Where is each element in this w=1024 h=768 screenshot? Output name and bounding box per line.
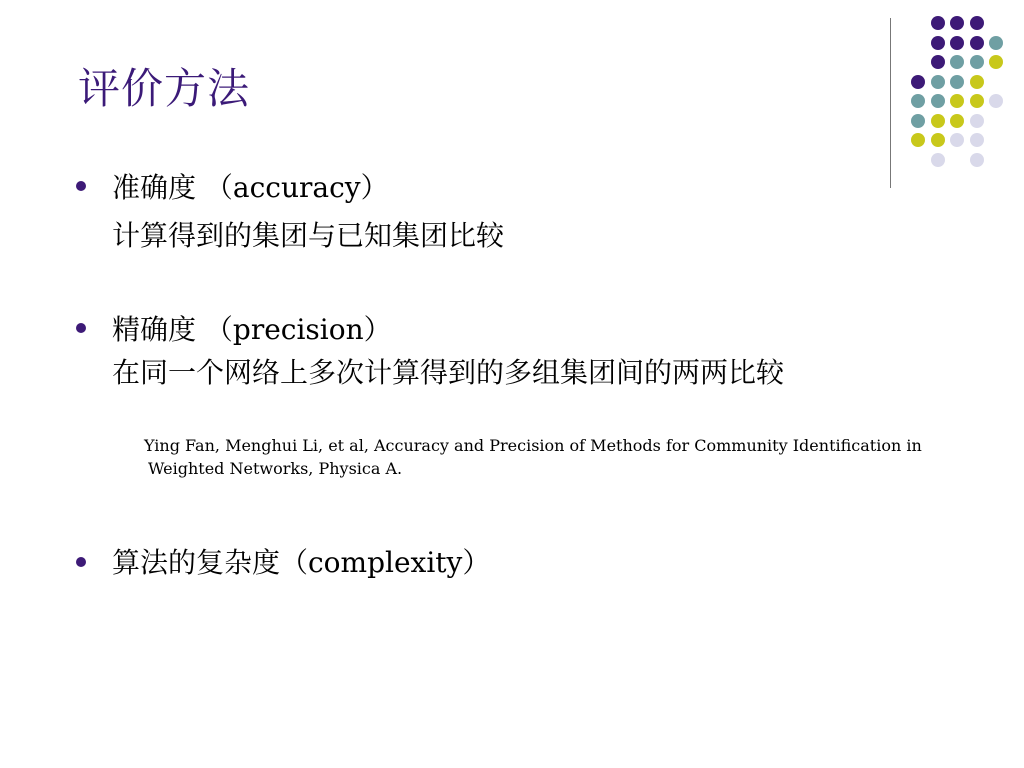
decorative-dot [970,36,984,50]
bullet-precision-label: 精确度 （precision） [112,313,392,346]
decorative-dot [989,94,1003,108]
decorative-dot [970,94,984,108]
reference-citation-line1: Ying Fan, Menghui Li, et al, Accuracy and Precision of Methods for Community Identification in [144,436,922,455]
decorative-dot [989,55,1003,69]
bullet-precision-detail: 在同一个网络上多次计算得到的多组集团间的两两比较 [112,356,785,389]
decorative-dot [931,114,945,128]
bullet-icon [76,181,86,191]
reference-citation-line2: Weighted Networks, Physica A. [148,459,403,478]
decorative-dot [970,16,984,30]
decorative-dot [950,75,964,89]
bullet-icon [76,557,86,567]
decorative-dot [931,94,945,108]
decorative-dot [950,133,964,147]
decorative-dot [950,36,964,50]
decorative-dot [931,133,945,147]
decorative-dot [970,153,984,167]
bullet-accuracy-label: 准确度 （accuracy） [112,171,389,204]
decorative-dot [931,153,945,167]
decorative-dot [970,55,984,69]
decorative-dot [911,94,925,108]
decorative-dot [989,36,1003,50]
decorative-dot [911,114,925,128]
decorative-dot [950,55,964,69]
decorative-dot [931,36,945,50]
decorative-dot [931,75,945,89]
decorative-dot [950,114,964,128]
bullet-complexity-label: 算法的复杂度（complexity） [112,546,491,579]
decorative-dot [970,114,984,128]
decorative-dot [950,16,964,30]
decorative-dot [970,133,984,147]
decorative-dot [911,75,925,89]
decorative-dot [931,55,945,69]
decorative-dot [950,94,964,108]
decorative-dot [911,133,925,147]
decorative-dot [931,16,945,30]
bullet-icon [76,323,86,333]
slide-title: 评价方法 [78,64,251,113]
decorative-dot [970,75,984,89]
bullet-accuracy-detail: 计算得到的集团与已知集团比较 [112,219,505,252]
divider-line [890,18,891,188]
